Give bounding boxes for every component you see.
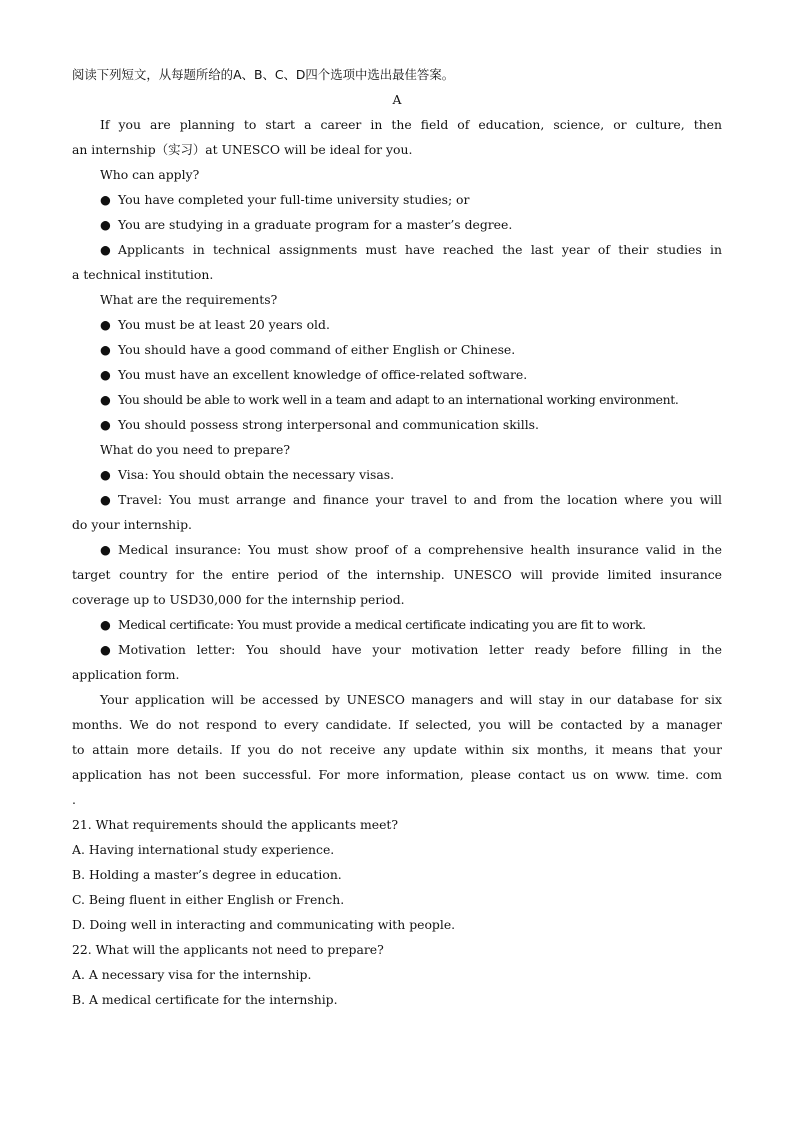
bullet-continuation: coverage up to USD30,000 for the internship period. bbox=[72, 592, 405, 607]
bullet-continuation: do your internship. bbox=[72, 517, 192, 532]
bullet-text: You must be at least 20 years old. bbox=[118, 317, 330, 332]
bullet-icon: ● bbox=[100, 342, 111, 357]
bullet-text: Medical insurance: You must show proof of a comprehensive health insurance valid in the bbox=[118, 542, 722, 557]
answer-option: C. Being fluent in either English or French. bbox=[72, 892, 345, 907]
bullet-item bbox=[72, 337, 722, 362]
bullet-icon: ● bbox=[100, 617, 111, 632]
question-stem: 21. What requirements should the applicants meet? bbox=[72, 817, 399, 832]
section-label: A bbox=[392, 92, 402, 107]
closing-line: months. We do not respond to every candidate. If selected, you will be contacted by a manager bbox=[72, 717, 722, 732]
bullet-text: Visa: You should obtain the necessary visas. bbox=[118, 467, 395, 482]
bullet-icon: ● bbox=[100, 642, 111, 657]
bullet-item bbox=[72, 187, 722, 212]
bullet-icon: ● bbox=[100, 367, 111, 382]
bullet-text: You should be able to work well in a team and adapt to an international working environment. bbox=[118, 392, 679, 407]
bullet-text: Travel: You must arrange and finance your travel to and from the location where you will bbox=[118, 492, 722, 507]
bullet-continuation: application form. bbox=[72, 667, 180, 682]
bullet-item bbox=[72, 237, 722, 262]
bullet-continuation: a technical institution. bbox=[72, 267, 214, 282]
answer-option: A. Having international study experience. bbox=[72, 842, 335, 857]
bullet-icon: ● bbox=[100, 317, 111, 332]
answer-option: D. Doing well in interacting and communicating with people. bbox=[72, 917, 456, 932]
bullet-text: Motivation letter: You should have your motivation letter ready before filling in the bbox=[118, 642, 722, 657]
req-heading: What are the requirements? bbox=[100, 292, 278, 307]
instructions: 阅读下列短文，从每题所给的A、B、C、D四个选项中选出最佳答案。 bbox=[72, 67, 455, 82]
bullet-item bbox=[72, 462, 722, 487]
closing-line: . bbox=[72, 792, 76, 807]
bullet-item bbox=[72, 537, 722, 562]
answer-option: B. A medical certificate for the internship. bbox=[72, 992, 338, 1007]
bullet-icon: ● bbox=[100, 417, 111, 432]
bullet-continuation: target country for the entire period of the internship. UNESCO will provide limited insurance bbox=[72, 567, 722, 582]
bullet-item bbox=[72, 612, 722, 637]
bullet-icon: ● bbox=[100, 242, 111, 257]
bullet-item bbox=[72, 362, 722, 387]
bullet-item bbox=[72, 637, 722, 662]
bullet-text: You have completed your full-time university studies; or bbox=[118, 192, 470, 207]
answer-option: B. Holding a master’s degree in education. bbox=[72, 867, 342, 882]
bullet-icon: ● bbox=[100, 492, 111, 507]
bullet-item bbox=[72, 387, 722, 412]
bullet-text: You should have a good command of either English or Chinese. bbox=[118, 342, 516, 357]
who-heading: Who can apply? bbox=[100, 167, 200, 182]
bullet-text: You must have an excellent knowledge of office-related software. bbox=[118, 367, 528, 382]
bullet-icon: ● bbox=[100, 542, 111, 557]
document-page bbox=[72, 62, 722, 1012]
bullet-item bbox=[72, 212, 722, 237]
bullet-icon: ● bbox=[100, 192, 111, 207]
bullet-item bbox=[72, 312, 722, 337]
closing-line: Your application will be accessed by UNESCO managers and will stay in our database for six bbox=[100, 692, 722, 707]
question-stem: 22. What will the applicants not need to prepare? bbox=[72, 942, 384, 957]
prep-heading: What do you need to prepare? bbox=[100, 442, 291, 457]
answer-option: A. A necessary visa for the internship. bbox=[72, 967, 312, 982]
bullet-text: Medical certificate: You must provide a medical certificate indicating you are fit to work. bbox=[118, 617, 646, 632]
bullet-icon: ● bbox=[100, 392, 111, 407]
closing-line: application has not been successful. For more information, please contact us on www. time. com bbox=[72, 767, 722, 782]
bullet-item bbox=[72, 487, 722, 512]
intro-line-1: If you are planning to start a career in the field of education, science, or culture, then bbox=[100, 117, 722, 132]
intro-line-2: an internship（实习）at UNESCO will be ideal for you. bbox=[72, 142, 413, 157]
bullet-icon: ● bbox=[100, 217, 111, 232]
closing-line: to attain more details. If you do not receive any update within six months, it means that your bbox=[72, 742, 722, 757]
bullet-item bbox=[72, 412, 722, 437]
bullet-text: You are studying in a graduate program for a master’s degree. bbox=[118, 217, 513, 232]
bullet-text: Applicants in technical assignments must have reached the last year of their studies in bbox=[118, 242, 722, 257]
bullet-icon: ● bbox=[100, 467, 111, 482]
bullet-text: You should possess strong interpersonal and communication skills. bbox=[118, 417, 539, 432]
